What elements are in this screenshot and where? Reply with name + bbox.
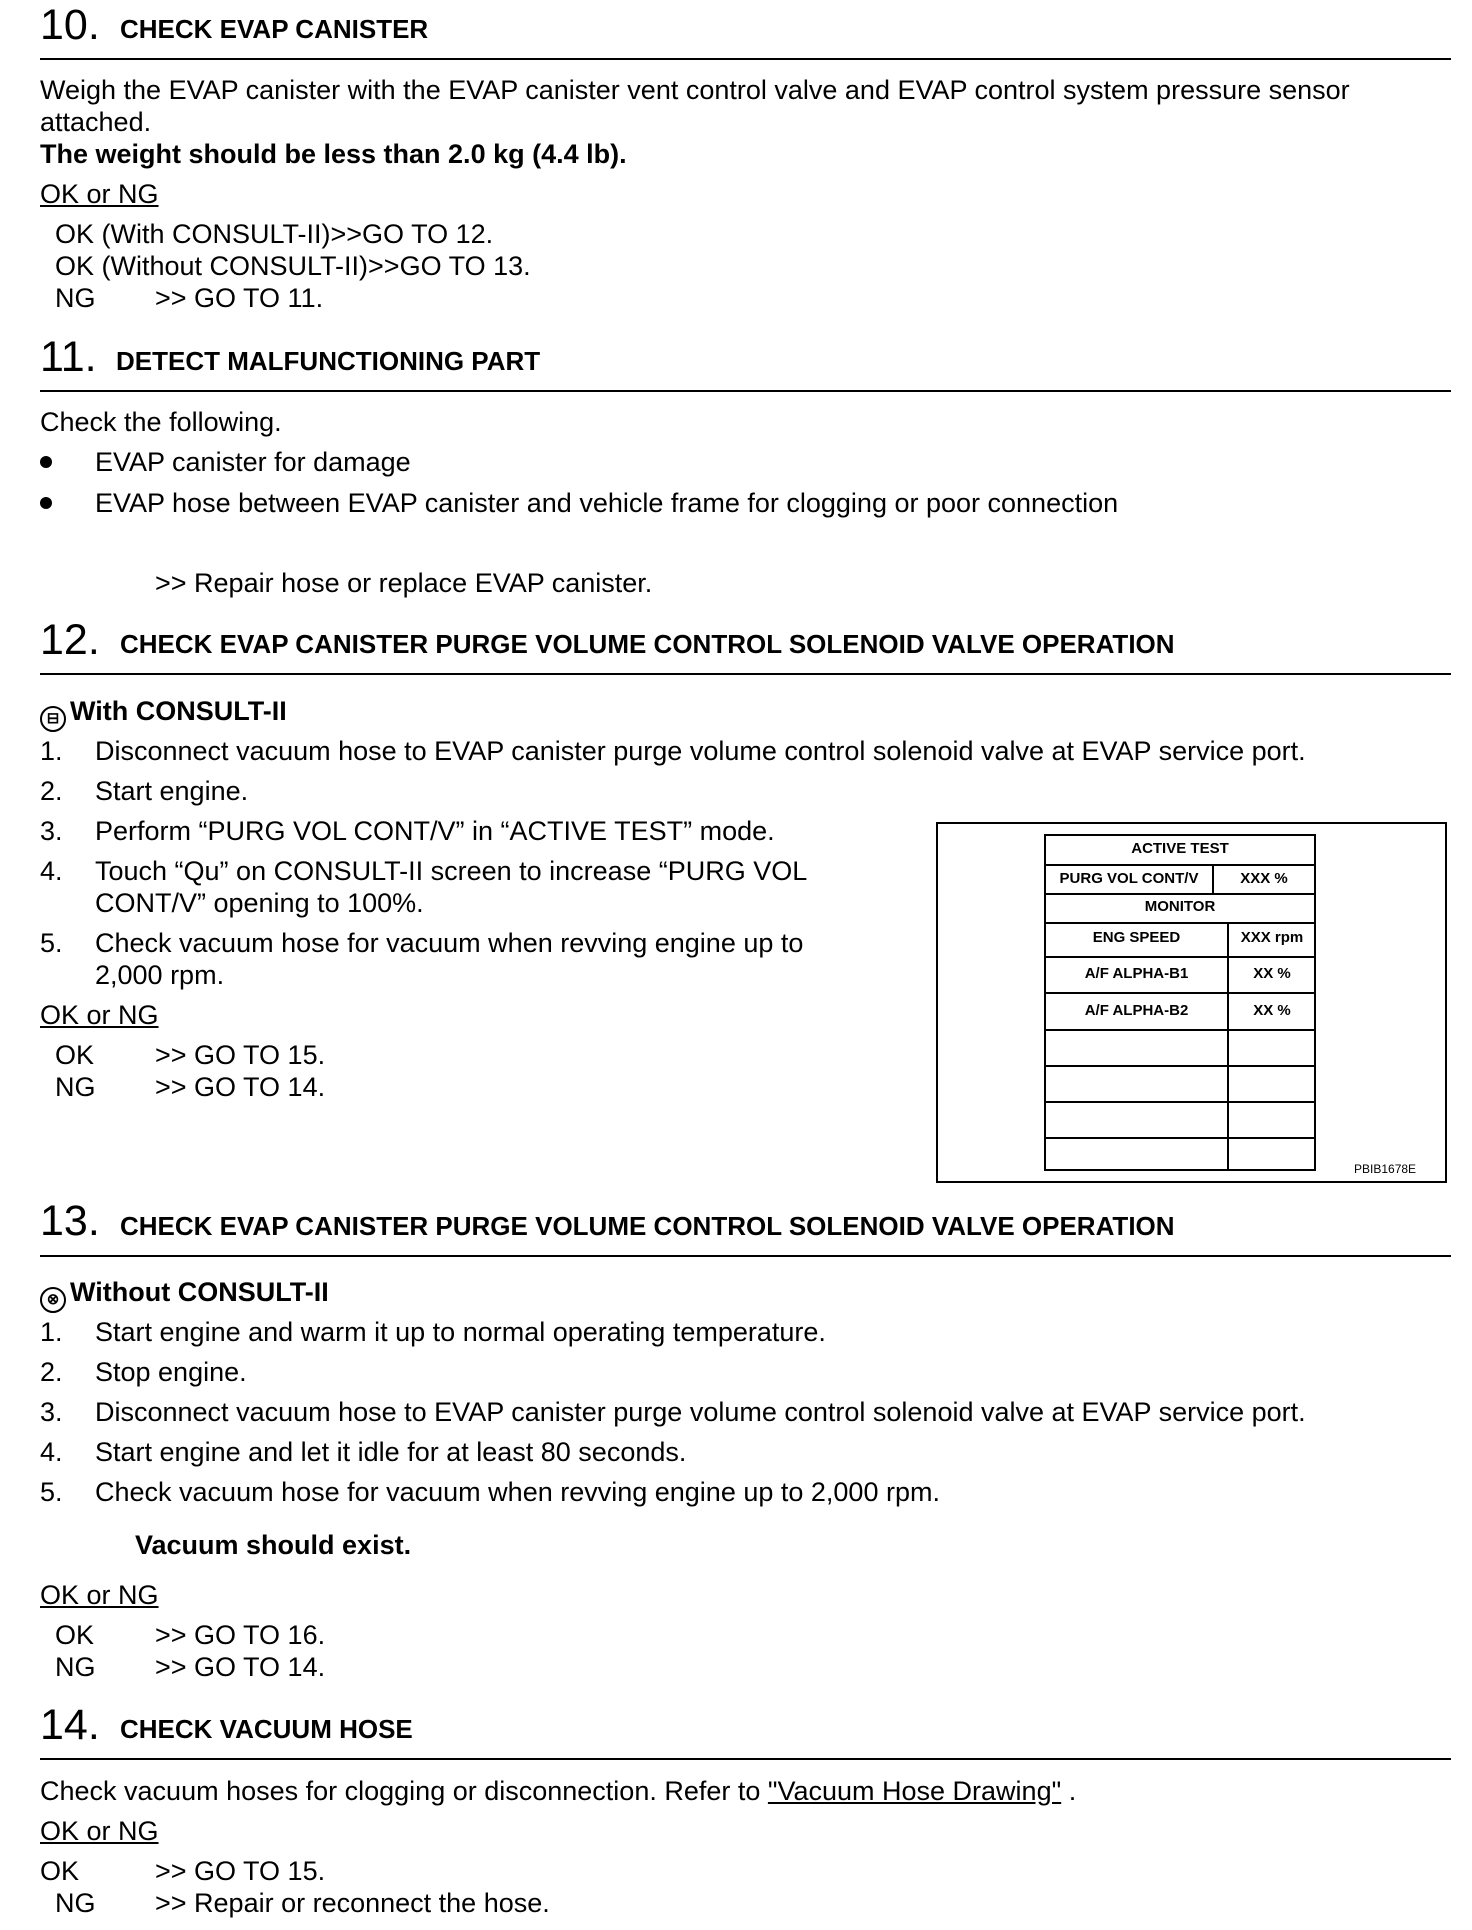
step-11-number: 11. xyxy=(40,333,97,381)
step-12-number: 12. xyxy=(40,616,100,664)
step-text: Disconnect vacuum hose to EVAP canister purge volume control solenoid valve at EVAP service port. xyxy=(95,1397,1306,1427)
result-ok-without-consult xyxy=(55,250,531,282)
result-ok-with-consult xyxy=(55,218,493,250)
step-number: 4. xyxy=(40,1437,63,1467)
mode-label: Without CONSULT-II xyxy=(70,1277,329,1307)
monitor-label: A/F ALPHA-B1 xyxy=(1084,965,1189,982)
ok-or-ng-heading: OK or NG xyxy=(40,1580,159,1610)
result-code: NG xyxy=(55,283,96,313)
table-line xyxy=(1044,864,1316,866)
result-action: >> GO TO 16. xyxy=(155,1620,326,1650)
step-12-mode xyxy=(40,695,287,732)
figure-id: PBIB1678E xyxy=(1354,1162,1417,1176)
step-text: Start engine and warm it up to normal operating temperature. xyxy=(95,1317,826,1347)
ok-or-ng-heading: OK or NG xyxy=(40,1816,159,1846)
result-ng xyxy=(55,1887,550,1919)
step-text: Check vacuum hose for vacuum when revving engine up to 2,000 rpm. xyxy=(95,1477,940,1507)
result-code: NG xyxy=(55,1072,96,1102)
step-13-mode xyxy=(40,1276,329,1313)
step-13-title: CHECK EVAP CANISTER PURGE VOLUME CONTROL SOLENOID VALVE OPERATION xyxy=(120,1211,1175,1241)
no-consult-icon: ⊗ xyxy=(40,1287,66,1313)
monitor-value: XXX rpm xyxy=(1240,929,1304,946)
step-10-text-line2: attached. xyxy=(40,107,152,137)
table-line xyxy=(1044,922,1316,924)
step-11-action: >> Repair hose or replace EVAP canister. xyxy=(155,568,653,598)
step-text: Touch “Qu” on CONSULT-II screen to increase “PURG VOL xyxy=(95,856,808,886)
result-code: OK xyxy=(40,1856,80,1886)
table-line xyxy=(1044,893,1316,895)
result-ng xyxy=(55,1071,325,1103)
step-11-bullet-2: EVAP hose between EVAP canister and vehicle frame for clogging or poor connection xyxy=(95,488,1119,518)
divider xyxy=(40,58,1451,60)
result-ng xyxy=(55,1651,325,1683)
step-10-title: CHECK EVAP CANISTER xyxy=(120,14,429,44)
table-line xyxy=(1044,992,1316,994)
step-12-title: CHECK EVAP CANISTER PURGE VOLUME CONTROL SOLENOID VALVE OPERATION xyxy=(120,629,1175,659)
step-text-cont: CONT/V” opening to 100%. xyxy=(95,888,424,918)
result-text: OK (With CONSULT-II)>>GO TO 12. xyxy=(55,219,494,249)
step-number: 4. xyxy=(40,856,63,886)
result-action: >> GO TO 14. xyxy=(155,1652,326,1682)
step-text: Check vacuum hose for vacuum when revving engine up to xyxy=(95,928,804,958)
monitor-label: ENG SPEED xyxy=(1092,929,1181,946)
result-action: >> GO TO 15. xyxy=(155,1040,326,1070)
result-ok xyxy=(55,1039,325,1071)
step-number: 1. xyxy=(40,1317,63,1347)
step-number: 2. xyxy=(40,1357,63,1387)
bullet-icon xyxy=(40,456,52,468)
step-10-text-line1: Weigh the EVAP canister with the EVAP canister vent control valve and EVAP control system pressure sensor xyxy=(40,75,1350,105)
result-ng xyxy=(55,282,323,314)
step-14-title: CHECK VACUUM HOSE xyxy=(120,1714,413,1744)
result-code: OK xyxy=(55,1040,95,1070)
result-code: NG xyxy=(55,1888,96,1918)
table-line xyxy=(1227,922,1229,1171)
result-action: >> GO TO 14. xyxy=(155,1072,326,1102)
step-13-number: 13. xyxy=(40,1197,100,1245)
step-14-number: 14. xyxy=(40,1701,100,1749)
step-11-intro: Check the following. xyxy=(40,407,282,437)
step-text: Perform “PURG VOL CONT/V” in “ACTIVE TEST” mode. xyxy=(95,816,775,846)
step-text: Disconnect vacuum hose to EVAP canister purge volume control solenoid valve at EVAP service port. xyxy=(95,736,1306,766)
step-number: 3. xyxy=(40,816,63,846)
result-action: >> GO TO 15. xyxy=(155,1856,326,1886)
step-11-bullet-1: EVAP canister for damage xyxy=(95,447,411,477)
result-code: NG xyxy=(55,1652,96,1682)
step-text: Start engine and let it idle for at least 80 seconds. xyxy=(95,1437,687,1467)
monitor-label: A/F ALPHA-B2 xyxy=(1084,1002,1189,1019)
monitor-heading: MONITOR xyxy=(1144,898,1216,915)
vacuum-hose-drawing-link[interactable]: "Vacuum Hose Drawing" xyxy=(767,1776,1062,1806)
result-text: OK (Without CONSULT-II)>>GO TO 13. xyxy=(55,251,531,281)
step-text: Start engine. xyxy=(95,776,249,806)
result-action: >> GO TO 11. xyxy=(155,283,324,313)
step-number: 1. xyxy=(40,736,63,766)
step-14-body-end: . xyxy=(1061,1776,1077,1806)
table-line xyxy=(1044,956,1316,958)
step-number: 3. xyxy=(40,1397,63,1427)
divider xyxy=(40,1758,1451,1760)
ok-or-ng-heading: OK or NG xyxy=(40,1000,159,1030)
monitor-value: XX % xyxy=(1253,965,1291,982)
step-number: 5. xyxy=(40,1477,63,1507)
divider xyxy=(40,390,1451,392)
purg-vol-value: XXX % xyxy=(1240,870,1288,887)
monitor-value: XX % xyxy=(1253,1002,1291,1019)
result-ok xyxy=(55,1619,325,1651)
purg-vol-label: PURG VOL CONT/V xyxy=(1059,870,1199,887)
bullet-icon xyxy=(40,497,52,509)
result-ok xyxy=(40,1855,325,1887)
step-11-title: DETECT MALFUNCTIONING PART xyxy=(116,346,541,376)
step-14-text xyxy=(40,1775,1076,1807)
step-14-body: Check vacuum hoses for clogging or disconnection. Refer to xyxy=(40,1776,768,1806)
consult-icon: ⊟ xyxy=(40,706,66,732)
result-action: >> Repair or reconnect the hose. xyxy=(155,1888,550,1918)
ok-or-ng-heading: OK or NG xyxy=(40,179,159,209)
table-line xyxy=(1044,1065,1316,1067)
step-number: 2. xyxy=(40,776,63,806)
active-test-heading: ACTIVE TEST xyxy=(1131,840,1229,857)
table-line xyxy=(1044,1137,1316,1139)
result-code: OK xyxy=(55,1620,95,1650)
table-line xyxy=(1044,1029,1316,1031)
step-text: Stop engine. xyxy=(95,1357,247,1387)
step-13-spec: Vacuum should exist. xyxy=(135,1530,412,1560)
divider xyxy=(40,673,1451,675)
step-10-number: 10. xyxy=(40,1,100,49)
table-line xyxy=(1044,1101,1316,1103)
step-10-spec: The weight should be less than 2.0 kg (4.4 lb). xyxy=(40,139,627,169)
step-text-cont: 2,000 rpm. xyxy=(95,960,225,990)
divider xyxy=(40,1255,1451,1257)
mode-label: With CONSULT-II xyxy=(70,696,287,726)
step-number: 5. xyxy=(40,928,63,958)
